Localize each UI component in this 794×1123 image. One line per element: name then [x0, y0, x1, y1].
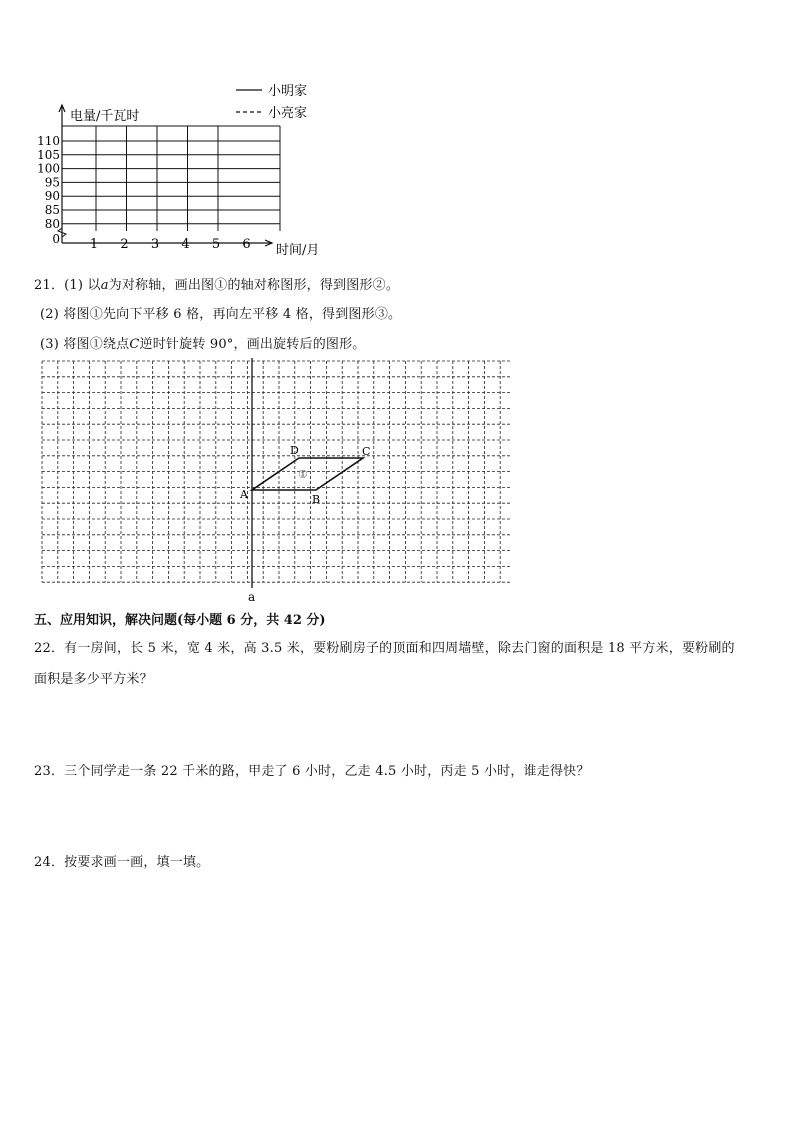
q21-axis-variable: a	[100, 278, 109, 293]
electricity-chart	[36, 78, 366, 263]
question-21-part-3	[40, 333, 366, 352]
y-tick-label: 85	[44, 203, 60, 217]
question-22-line-2: 面积是多少平方米？	[34, 672, 153, 687]
dashed-grid	[42, 361, 512, 582]
point-label-c: C	[362, 445, 371, 458]
x-axis-label: 时间/月	[276, 243, 320, 258]
x-tick-label: 5	[211, 237, 221, 252]
legend-label: 小亮家	[268, 106, 308, 121]
y-tick-label: 90	[44, 189, 60, 204]
q21-p1-text-b: 为对称轴，画出图①的轴对称图形，得到图形②。	[108, 278, 400, 293]
chart-grid	[62, 126, 280, 231]
x-tick-label: 2	[120, 237, 129, 252]
y-tick-labels	[37, 134, 60, 246]
question-21-part-1	[34, 274, 399, 293]
q21-point-variable: C	[129, 337, 140, 352]
question-21-part-2: (2) 将图①先向下平移 6 格，再向左平移 4 格，得到图形③。	[40, 307, 402, 322]
y-axis-label: 电量/千瓦时	[70, 109, 140, 124]
legend-label: 小明家	[268, 84, 308, 99]
y-tick-label: 95	[44, 175, 60, 190]
point-label-a: A	[240, 488, 248, 501]
grid-figure	[40, 358, 512, 603]
x-tick-label: 3	[150, 237, 160, 252]
x-tick-labels	[90, 237, 251, 252]
shape-label-1: ①	[298, 468, 308, 481]
x-tick-label: 1	[89, 237, 99, 252]
y-tick-label: 105	[37, 147, 60, 162]
chart-legend	[236, 84, 307, 121]
question-22-line-1: 22．有一房间，长 5 米，宽 4 米，高 3.5 米，要粉刷房子的顶面和四周墙壁，除去门窗的面积是 18 平方米，要粉刷的	[34, 641, 735, 656]
q21-p3-text-b: 逆时针旋转 90°，画出旋转后的图形。	[139, 337, 366, 352]
axis-label-a: a	[248, 590, 256, 603]
y-tick-label: 0	[52, 232, 60, 246]
section-5-heading: 五、应用知识，解决问题(每小题 6 分，共 42 分)	[34, 613, 326, 628]
x-tick-label: 4	[181, 237, 190, 252]
q21-p3-text-a: (3) 将图①绕点	[40, 337, 130, 352]
point-label-d: D	[290, 444, 299, 457]
question-24: 24．按要求画一画，填一填。	[34, 855, 210, 870]
y-tick-label: 100	[37, 161, 60, 176]
point-label-b: B	[312, 493, 321, 506]
y-tick-label: 80	[44, 216, 60, 231]
q21-p1-text-a: 21．(1) 以	[34, 278, 101, 293]
question-23: 23．三个同学走一条 22 千米的路，甲走了 6 小时，乙走 4.5 小时，丙走 5 小时，谁走得快？	[34, 764, 590, 779]
y-tick-label: 110	[37, 134, 60, 148]
x-tick-label: 6	[242, 237, 251, 252]
